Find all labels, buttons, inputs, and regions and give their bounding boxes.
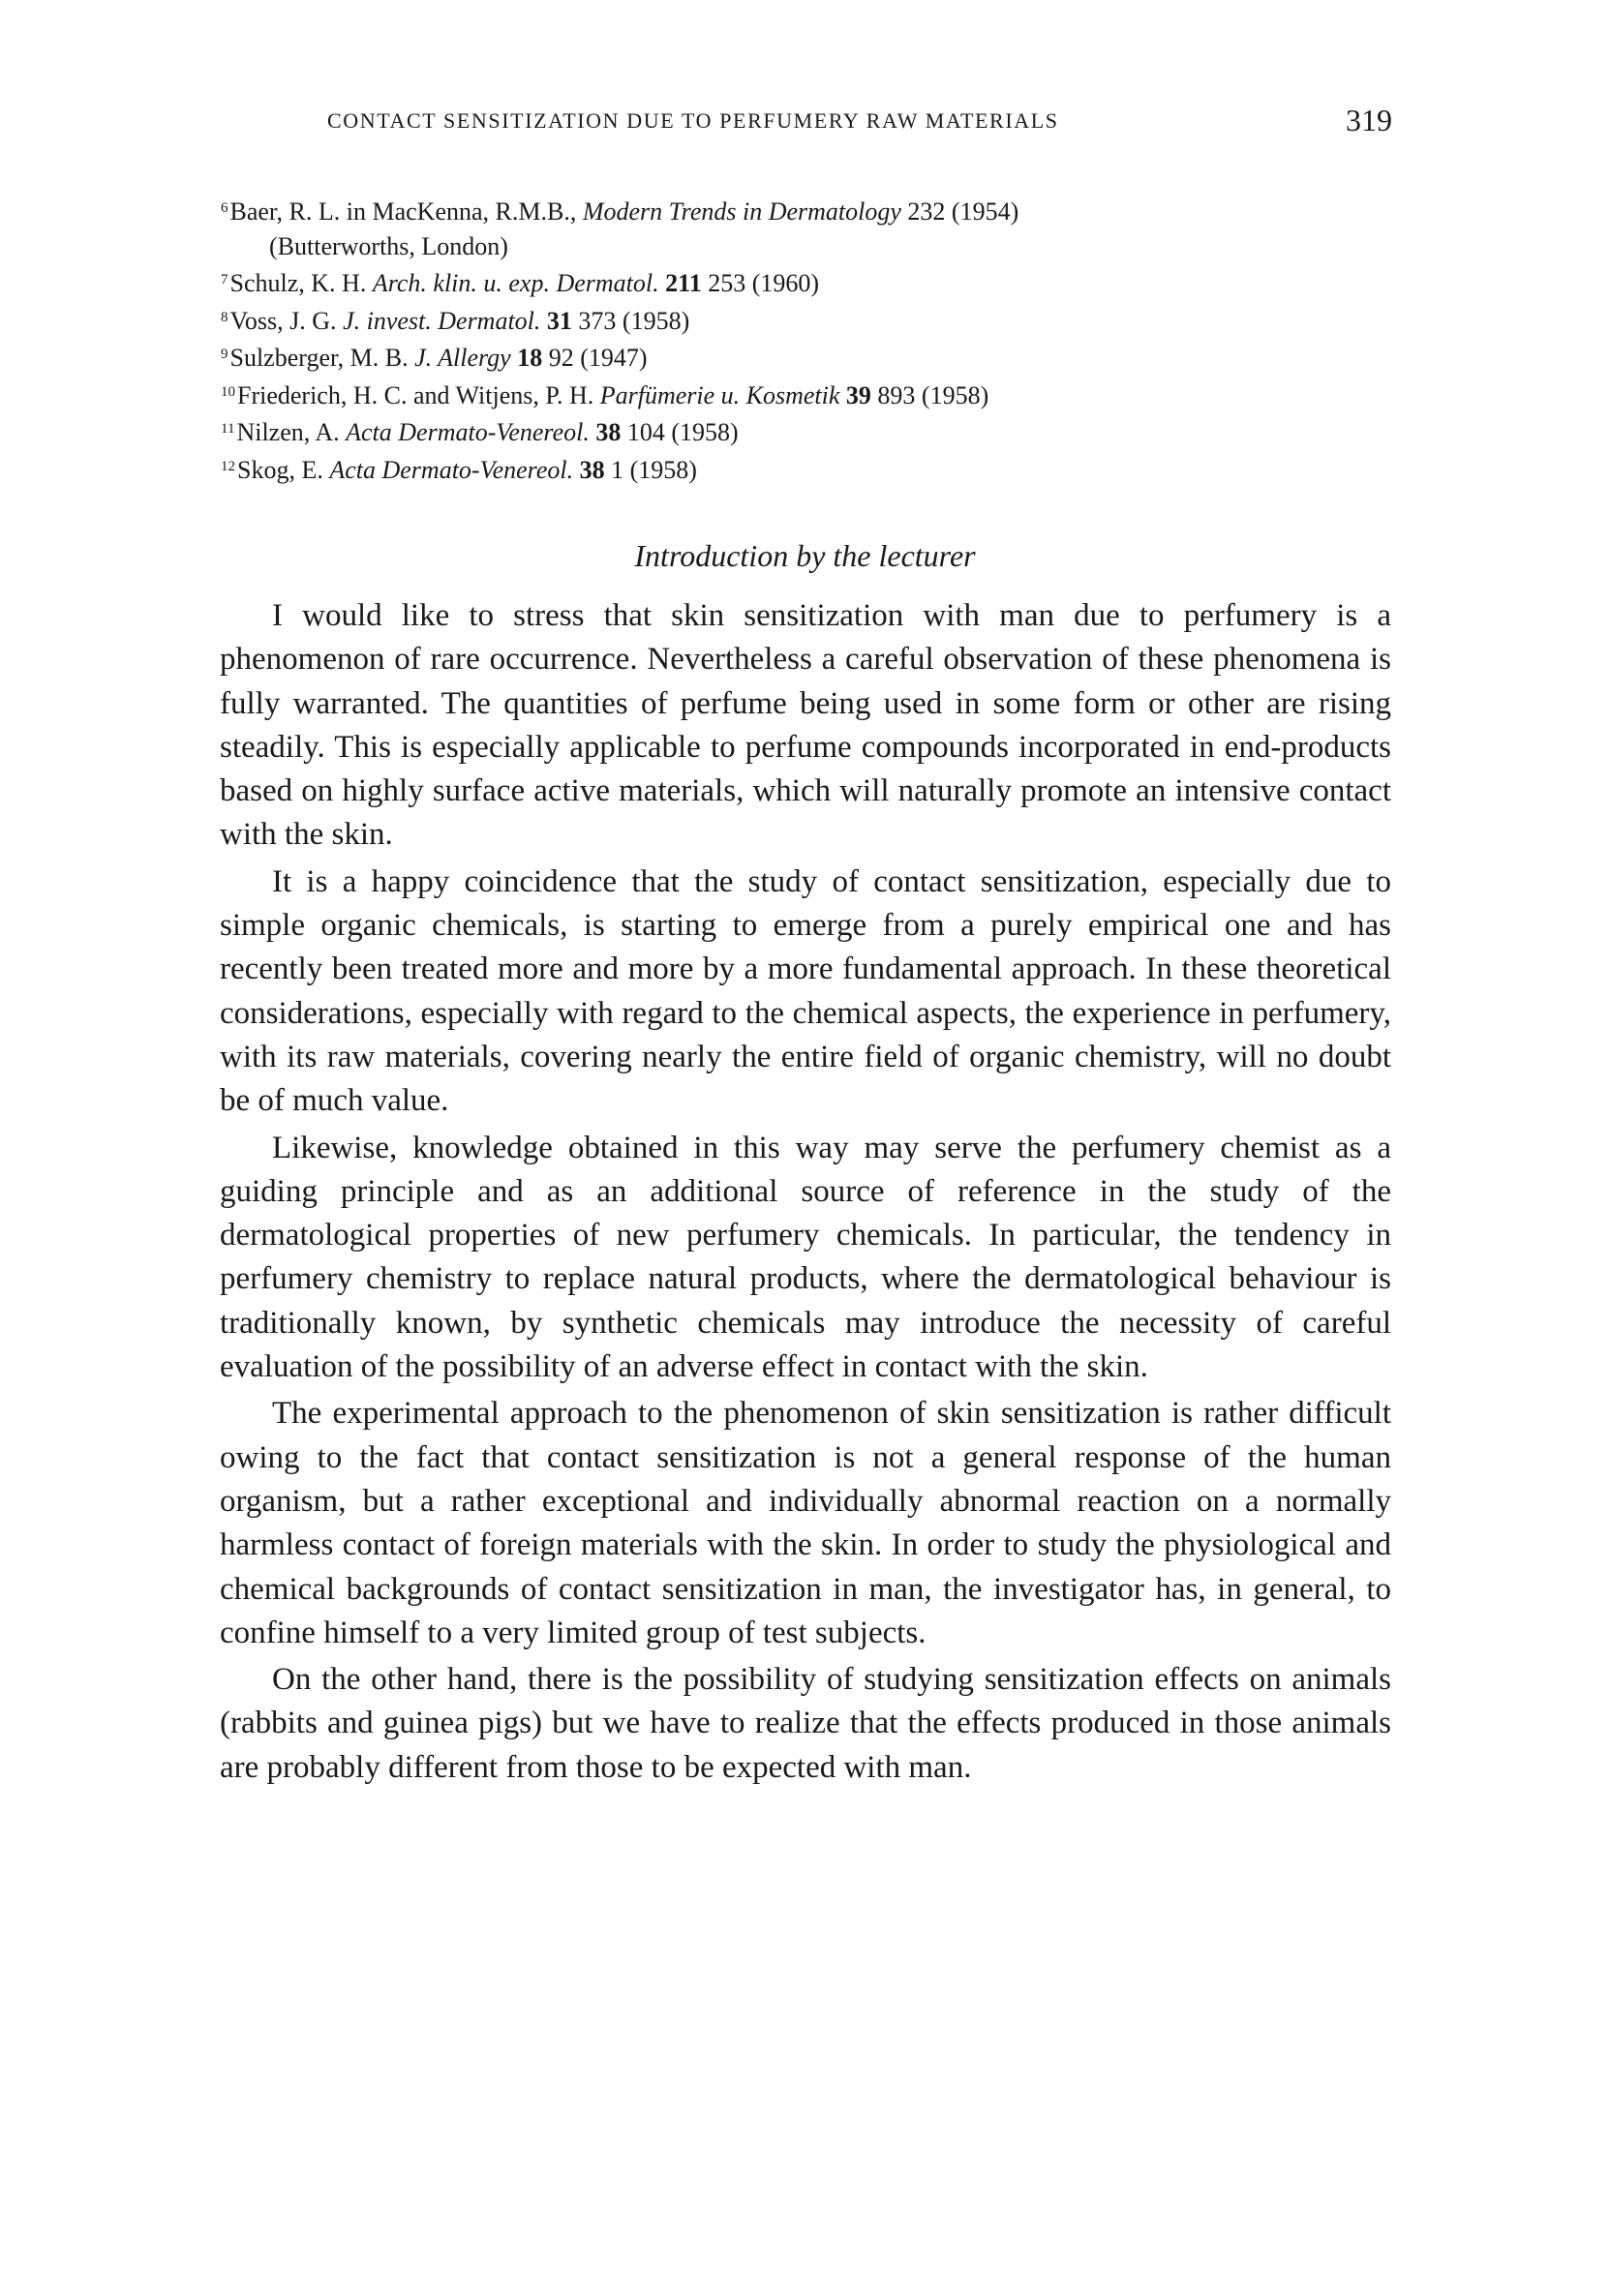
reference-authors: Baer, R. L. in MacKenna, R.M.B., — [229, 197, 577, 226]
running-header — [327, 103, 1392, 137]
reference-volume: 18 — [517, 344, 543, 372]
paragraph: It is a happy coincidence that the study of contact sensitization, especially due to simple organic chemicals, is starting to emerge from a purely empirical one and has recently been treated more and more by a more fundamental approach. In these theoretical considerations, especially with regard to the chemical aspects, the experience in perfumery, with its raw materials, covering nearly the entire field of organic chemistry, will no doubt be of much value. — [220, 863, 1391, 1119]
paragraph: Likewise, knowledge obtained in this way may serve the perfumery chemist as a guiding principle and as an additional source of reference in the study of the dermatological properties of new perfumery chemicals. In particular, the tendency in perfumery chemistry to replace natural products, where the dermatological behaviour is traditionally known, by synthetic chemicals may introduce the necessity of careful evaluation of the possibility of an adverse effect in contact with the skin. — [220, 1130, 1391, 1385]
reference-authors: Schulz, K. H. — [229, 269, 367, 297]
reference-journal: J. invest. Dermatol. — [343, 306, 541, 335]
reference-authors: Skog, E. — [237, 455, 323, 484]
reference-item — [221, 450, 1392, 488]
reference-pages: 373 (1958) — [578, 306, 690, 335]
page-number: 319 — [1346, 103, 1392, 137]
reference-number: 9 — [221, 347, 228, 362]
reference-pages: 232 (1954) — [907, 197, 1019, 226]
reference-journal: Acta Dermato-Venereol. — [346, 418, 590, 446]
reference-volume: 211 — [665, 269, 702, 297]
reference-number: 7 — [221, 272, 228, 287]
paragraph: I would like to stress that skin sensitization with man due to perfumery is a phenomenon of rare occurrence. Nevertheless a careful observation of these phenomena is fully warranted. The quantities of perfume being used in some form or other are rising steadily. This is especially applicable to perfume compounds incorporated in end-products based on highly surface active materials, which will naturally promote an intensive contact with the skin. — [220, 598, 1391, 853]
reference-volume: 38 — [595, 418, 622, 446]
reference-item — [221, 412, 1392, 450]
running-title: CONTACT SENSITIZATION DUE TO PERFUMERY RAW MATERIALS — [327, 108, 1059, 133]
reference-item — [221, 192, 1392, 263]
reference-authors: Sulzberger, M. B. — [229, 344, 409, 372]
reference-pages: 893 (1958) — [877, 380, 989, 409]
reference-publisher: (Butterworths, London) — [269, 231, 508, 260]
reference-item — [221, 376, 1392, 413]
reference-authors: Nilzen, A. — [236, 418, 340, 446]
section-heading: Introduction by the lecturer — [634, 538, 976, 573]
reference-pages: 253 (1960) — [708, 269, 820, 297]
reference-journal: Acta Dermato-Venereol. — [329, 455, 574, 484]
reference-volume: 39 — [845, 380, 871, 409]
reference-number: 6 — [221, 200, 228, 216]
reference-authors: Friederich, H. C. and Witjens, P. H. — [237, 380, 594, 409]
reference-volume: 31 — [546, 306, 572, 335]
paragraph: The experimental approach to the phenomenon of skin sensitization is rather difficult owing to the fact that contact sensitization is not a general response of the human organism, but a rather exceptional and individually abnormal reaction on a normally harmless contact of foreign materials with the skin. In order to study the physiological and chemical backgrounds of contact sensitization in man, the investigator has, in general, to confine himself to a very limited group of test subjects. — [220, 1396, 1391, 1650]
reference-number: 11 — [221, 421, 235, 437]
reference-number: 12 — [221, 458, 235, 474]
reference-pages: 92 (1947) — [548, 344, 648, 372]
reference-pages: 1 (1958) — [611, 455, 697, 484]
reference-journal: Parfümerie u. Kosmetik — [599, 380, 840, 409]
reference-journal: J. Allergy — [414, 344, 511, 372]
body-text — [220, 594, 1391, 1793]
paragraph: On the other hand, there is the possibility of studying sensitization effects on animals (rabbits and guinea pigs) but we have to realize that the effects produced in those animals are probably different from those to be expected with man. — [220, 1662, 1391, 1785]
reference-number: 8 — [221, 309, 228, 325]
reference-pages: 104 (1958) — [626, 418, 739, 446]
reference-number: 10 — [221, 383, 235, 400]
reference-list — [221, 192, 1392, 487]
reference-item — [221, 338, 1392, 376]
reference-authors: Voss, J. G. — [229, 306, 337, 335]
reference-item — [221, 263, 1392, 301]
reference-item — [221, 301, 1392, 339]
reference-journal: Modern Trends in Dermatology — [582, 197, 901, 226]
reference-volume: 38 — [579, 455, 605, 484]
reference-journal: Arch. klin. u. exp. Dermatol. — [372, 269, 659, 297]
